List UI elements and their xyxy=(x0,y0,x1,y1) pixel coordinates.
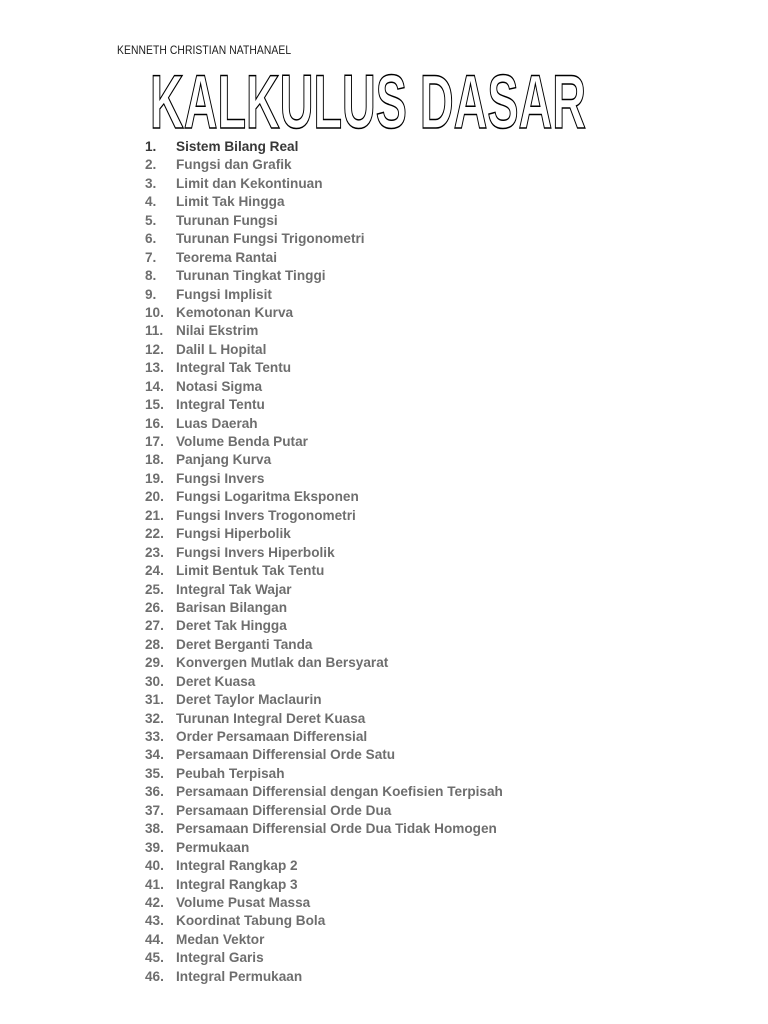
toc-item-title: Luas Daerah xyxy=(176,415,258,431)
toc-item xyxy=(145,876,503,894)
toc-item-number: 21. xyxy=(145,507,164,523)
toc-item xyxy=(145,599,503,617)
toc-item xyxy=(145,433,503,451)
toc-item xyxy=(145,783,503,801)
toc-item xyxy=(145,617,503,635)
toc-item-number: 27. xyxy=(145,618,164,634)
toc-item-title: Integral Tak Wajar xyxy=(176,581,292,597)
toc-item xyxy=(145,691,503,709)
toc-item-number: 22. xyxy=(145,526,164,542)
toc-item-number: 35. xyxy=(145,765,164,781)
toc-item-number: 37. xyxy=(145,802,164,818)
toc-item-number: 42. xyxy=(145,894,164,910)
toc-item-number: 34. xyxy=(145,747,164,763)
toc-item xyxy=(145,341,503,359)
toc-item xyxy=(145,267,503,285)
toc-item xyxy=(145,746,503,764)
toc-item xyxy=(145,949,503,967)
toc-item-title: Fungsi Invers Hiperbolik xyxy=(176,544,335,560)
toc-item xyxy=(145,839,503,857)
toc-item xyxy=(145,193,503,211)
toc-item xyxy=(145,470,503,488)
toc-item xyxy=(145,415,503,433)
toc-item xyxy=(145,673,503,691)
toc-item xyxy=(145,765,503,783)
toc-item-title: Barisan Bilangan xyxy=(176,599,288,615)
toc-item-title: Konvergen Mutlak dan Bersyarat xyxy=(176,655,389,671)
toc-item xyxy=(145,156,503,174)
toc-item-number: 15. xyxy=(145,397,164,413)
toc-item xyxy=(145,544,503,562)
toc-item-title: Fungsi Invers Trogonometri xyxy=(176,507,356,523)
toc-item xyxy=(145,138,503,156)
toc-item-number: 19. xyxy=(145,470,164,486)
toc-item xyxy=(145,562,503,580)
toc-item xyxy=(145,286,503,304)
toc-item xyxy=(145,931,503,949)
author-name: KENNETH CHRISTIAN NATHANAEL xyxy=(117,43,292,57)
toc-item-title: Dalil L Hopital xyxy=(176,341,267,357)
toc-item-title: Deret Tak Hingga xyxy=(176,618,287,634)
toc-item xyxy=(145,359,503,377)
toc-item-number: 30. xyxy=(145,673,164,689)
toc-item-number: 3. xyxy=(145,175,157,191)
toc-item xyxy=(145,525,503,543)
toc-item xyxy=(145,820,503,838)
toc-item xyxy=(145,451,503,469)
toc-item xyxy=(145,894,503,912)
toc-item-title: Integral Rangkap 2 xyxy=(176,858,298,874)
toc-item-number: 32. xyxy=(145,710,164,726)
toc-item-number: 28. xyxy=(145,636,164,652)
toc-item xyxy=(145,175,503,193)
toc-item-number: 41. xyxy=(145,876,164,892)
toc-item-title: Volume Pusat Massa xyxy=(176,894,311,910)
toc-item-number: 31. xyxy=(145,692,164,708)
toc-item-title: Integral Garis xyxy=(176,950,264,966)
toc-item xyxy=(145,378,503,396)
toc-item xyxy=(145,581,503,599)
toc-item-title: Peubah Terpisah xyxy=(176,765,285,781)
toc-item-number: 29. xyxy=(145,655,164,671)
toc-item xyxy=(145,396,503,414)
toc-item-number: 33. xyxy=(145,729,164,744)
toc-item-title: Fungsi Logaritma Eksponen xyxy=(176,489,359,505)
toc-item-number: 14. xyxy=(145,378,164,394)
toc-item-title: Integral Rangkap 3 xyxy=(176,876,298,892)
toc-item-number: 7. xyxy=(145,249,157,265)
table-of-contents xyxy=(145,138,503,986)
toc-item-title: Panjang Kurva xyxy=(176,452,272,468)
toc-item xyxy=(145,857,503,875)
toc-item-number: 45. xyxy=(145,950,164,966)
toc-item-number: 2. xyxy=(145,157,157,173)
toc-item-title: Persamaan Differensial Orde Dua xyxy=(176,802,392,818)
toc-item-number: 18. xyxy=(145,452,164,468)
toc-item xyxy=(145,304,503,322)
toc-item xyxy=(145,230,503,248)
toc-item-title: Deret Taylor Maclaurin xyxy=(176,692,322,708)
toc-item-title: Limit Tak Hingga xyxy=(176,194,285,210)
toc-item-title: Turunan Fungsi Trigonometri xyxy=(176,231,365,247)
toc-item-number: 12. xyxy=(145,341,164,357)
toc-item xyxy=(145,802,503,820)
toc-item-number: 26. xyxy=(145,599,164,615)
toc-item-number: 9. xyxy=(145,286,157,302)
toc-item xyxy=(145,212,503,230)
toc-item-number: 1. xyxy=(145,139,157,154)
toc-item-number: 44. xyxy=(145,931,164,947)
toc-item-number: 46. xyxy=(145,968,164,984)
toc-item-title: Teorema Rantai xyxy=(176,249,277,265)
toc-item-number: 17. xyxy=(145,434,164,449)
toc-item-title: Kemotonan Kurva xyxy=(176,304,294,320)
toc-item-title: Deret Kuasa xyxy=(176,673,256,689)
toc-item-title: Sistem Bilang Real xyxy=(176,139,299,154)
toc-item xyxy=(145,728,503,746)
toc-item-number: 13. xyxy=(145,360,164,376)
toc-item xyxy=(145,322,503,340)
toc-item xyxy=(145,710,503,728)
toc-item-title: Integral Permukaan xyxy=(176,968,303,984)
toc-item xyxy=(145,912,503,930)
toc-item-number: 6. xyxy=(145,231,157,247)
toc-item-number: 43. xyxy=(145,913,164,929)
toc-item-title: Nilai Ekstrim xyxy=(176,323,259,339)
toc-item-title: Integral Tentu xyxy=(176,397,265,413)
toc-item-title: Persamaan Differensial dengan Koefisien Terpisah xyxy=(176,784,503,800)
document-title-text: KALKULUS DASAR xyxy=(150,60,586,145)
document-title xyxy=(140,62,600,144)
toc-item-number: 36. xyxy=(145,784,164,800)
toc-item-title: Limit Bentuk Tak Tentu xyxy=(176,563,325,579)
toc-item-number: 38. xyxy=(145,821,164,837)
toc-item-number: 10. xyxy=(145,304,164,320)
toc-item-number: 23. xyxy=(145,544,164,560)
toc-item-number: 11. xyxy=(145,323,164,339)
toc-item-title: Fungsi dan Grafik xyxy=(176,157,292,173)
toc-item-title: Limit dan Kekontinuan xyxy=(176,175,323,191)
toc-item-number: 20. xyxy=(145,489,164,505)
toc-item xyxy=(145,507,503,525)
toc-item-title: Turunan Integral Deret Kuasa xyxy=(176,710,366,726)
toc-item-title: Order Persamaan Differensial xyxy=(176,729,368,744)
toc-item xyxy=(145,249,503,267)
toc-item-title: Deret Berganti Tanda xyxy=(176,636,313,652)
toc-item-title: Medan Vektor xyxy=(176,931,265,947)
toc-item-title: Fungsi Invers xyxy=(176,470,265,486)
toc-item-number: 25. xyxy=(145,581,164,597)
toc-item xyxy=(145,488,503,506)
toc-item-title: Fungsi Implisit xyxy=(176,286,272,302)
toc-item-number: 39. xyxy=(145,839,164,855)
toc-item-title: Volume Benda Putar xyxy=(176,434,308,449)
toc-item-title: Fungsi Hiperbolik xyxy=(176,526,291,542)
toc-item-title: Persamaan Differensial Orde Dua Tidak Homogen xyxy=(176,821,497,837)
toc-item xyxy=(145,968,503,986)
toc-item-number: 8. xyxy=(145,268,157,284)
toc-item-number: 40. xyxy=(145,858,164,874)
toc-item-number: 5. xyxy=(145,212,157,228)
toc-item-title: Turunan Tingkat Tinggi xyxy=(176,268,326,284)
toc-item-number: 16. xyxy=(145,415,164,431)
toc-item-number: 24. xyxy=(145,563,164,579)
toc-item-title: Integral Tak Tentu xyxy=(176,360,292,376)
toc-item-title: Koordinat Tabung Bola xyxy=(176,913,326,929)
toc-item xyxy=(145,654,503,672)
toc-item-title: Permukaan xyxy=(176,839,250,855)
toc-item-title: Turunan Fungsi xyxy=(176,212,278,228)
toc-item-number: 4. xyxy=(145,194,157,210)
toc-item-title: Notasi Sigma xyxy=(176,378,263,394)
toc-item-title: Persamaan Differensial Orde Satu xyxy=(176,747,396,763)
toc-item xyxy=(145,636,503,654)
